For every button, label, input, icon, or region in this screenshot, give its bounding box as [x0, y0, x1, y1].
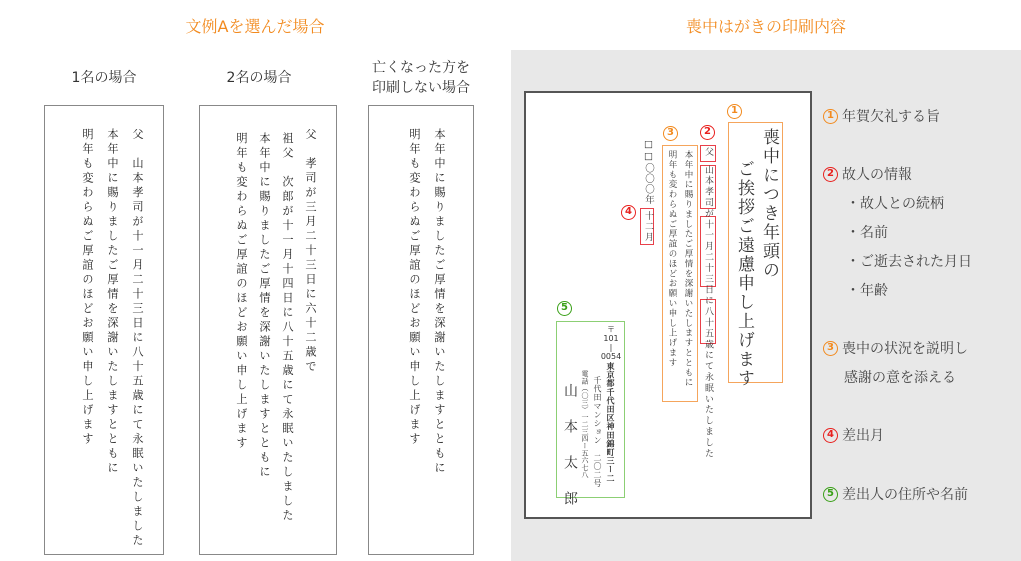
- legend-item-3: [823, 338, 968, 358]
- legend-subitem: ・ご逝去された月日: [846, 254, 972, 270]
- particle: に: [703, 295, 713, 307]
- card-line: 本年中に賜りましたご厚情を深謝いたしますとともに: [433, 128, 446, 476]
- marker-2-badge: 2: [700, 125, 715, 140]
- address-line-1: 東京都千代田区神田錦町三ー二: [606, 362, 616, 483]
- card-line: 父 孝司が三月二十三日に六十二歳で: [304, 128, 317, 375]
- card-heading-no-deceased: [360, 58, 482, 98]
- marker-5-icon: 5: [823, 487, 838, 502]
- deceased-relation: 父: [703, 147, 713, 158]
- legend-label: 年賀欠礼する旨: [842, 109, 940, 125]
- marker-2-icon: 2: [823, 167, 838, 182]
- particle: が: [703, 208, 713, 220]
- send-month: 十二月: [643, 211, 653, 243]
- deceased-name: 山本孝司: [703, 164, 713, 209]
- marker-5-badge: 5: [557, 301, 572, 316]
- year-prefix: □□〇〇〇年: [643, 139, 654, 205]
- sample-card-two-persons: [199, 105, 337, 555]
- age: 八十五歳: [703, 306, 713, 351]
- legend-label: 差出月: [842, 428, 884, 444]
- legend-subitem: ・名前: [846, 225, 888, 241]
- card-line: 明年も変わらぬご厚誼のほどお願い申し上げます: [408, 128, 421, 447]
- marker-4-badge: 4: [621, 205, 636, 220]
- postal-dash: |: [609, 343, 613, 352]
- thanks-line-1: 本年中に賜りましたご厚情を深謝いたしますとともに: [683, 150, 693, 388]
- marker-3-badge: 3: [663, 126, 678, 141]
- sample-card-one-person: [44, 105, 164, 555]
- marker-4-icon: 4: [823, 428, 838, 443]
- greeting-line-2: ご挨拶ご遠慮申し上げます: [734, 160, 754, 388]
- card-line: 父 山本孝司が十一月二十三日に八十五歳にて永眠いたしました: [131, 128, 144, 549]
- legend-label: 故人の情報: [842, 167, 912, 183]
- greeting-line-1: 喪中につき年頭の: [759, 128, 779, 280]
- legend-item-2: [823, 164, 912, 184]
- thanks-line-2: 明年も変わらぬご厚誼のほどお願い申し上げます: [667, 150, 677, 368]
- marker-1-icon: 1: [823, 109, 838, 124]
- card-line: 本年中に賜りましたご厚情を深謝いたしますとともに: [106, 128, 119, 476]
- postal-code-part: 0054: [600, 352, 622, 361]
- card-heading-two-persons: 2名の場合: [226, 70, 292, 86]
- date-of-death: 十一月二十三日: [703, 219, 713, 296]
- left-section-title: 文例Aを選んだ場合: [185, 17, 325, 36]
- passed-away-text: にて永眠いたしました: [703, 350, 713, 460]
- sample-card-no-deceased: [368, 105, 474, 555]
- card-line: 明年も変わらぬご厚誼のほどお願い申し上げます: [81, 128, 94, 447]
- heading-line: 亡くなった方を: [372, 60, 470, 76]
- marker-1-badge: 1: [727, 104, 742, 119]
- postal-mark: 〒: [607, 325, 615, 334]
- legend-label: 差出人の住所や名前: [842, 487, 968, 503]
- card-line: 祖父 次郎が十一月十四日に八十五歳にて永眠いたしました: [281, 132, 294, 524]
- legend-label: 喪中の状況を説明し: [842, 341, 968, 357]
- card-line: 本年中に賜りましたご厚情を深謝いたしますとともに: [258, 132, 271, 480]
- sender-name: 山 本 太 郎: [562, 383, 578, 509]
- postal-code: [600, 325, 622, 361]
- card-heading-one-person: 1名の場合: [71, 70, 137, 86]
- right-section-title: 喪中はがきの印刷内容: [685, 17, 846, 36]
- legend-item-1: [823, 106, 940, 126]
- card-line: 明年も変わらぬご厚誼のほどお願い申し上げます: [235, 132, 248, 451]
- legend-subitem: ・故人との続柄: [846, 196, 944, 212]
- postal-code-part: 101: [603, 334, 619, 343]
- deceased-line: [702, 147, 714, 459]
- legend-subitem: ・年齢: [846, 283, 888, 299]
- legend-label-continued: 感謝の意を添える: [844, 370, 956, 386]
- address-line-2: 千代田マンション 二〇二号: [593, 376, 602, 488]
- legend-item-4: [823, 425, 884, 445]
- marker-3-icon: 3: [823, 341, 838, 356]
- phone-number: 電話（〇三）一二三四ー五六七八: [581, 370, 589, 478]
- heading-line: 印刷しない場合: [372, 80, 470, 96]
- legend-item-5: [823, 484, 968, 504]
